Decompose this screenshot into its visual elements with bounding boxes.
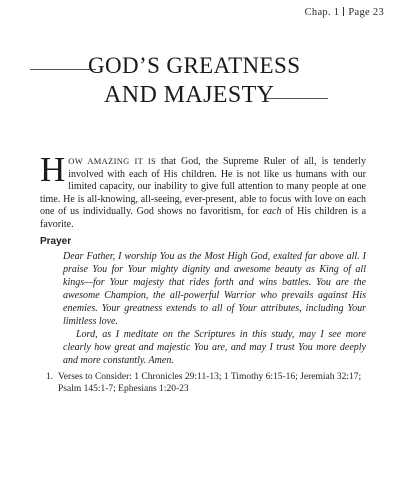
prayer-block: [63, 250, 366, 367]
verses-note: [46, 371, 366, 395]
note-text: Verses to Consider: 1 Chronicles 29:11-13; 1 Timothy 6:15-16; Jeremiah 32:17; Psalm 145:1-7; Ephesians 1:20-23: [58, 372, 362, 394]
title-rule-right: [266, 98, 328, 99]
intro-tail: of His children is a favorite.: [40, 206, 367, 230]
chapter-title-line1: GOD’S GREATNESS: [88, 53, 301, 78]
prayer-heading: Prayer: [40, 236, 72, 247]
prayer-paragraph-1: Dear Father, I worship You as the Most High God, exalted far above all. I praise You for Your mighty dignity and awesome beauty as King of all kings—for Your majesty that rides forth and wins battles. You are the awesome Champion, the all-powerful Warrior who prevails against His enemies. Your greatness extends to all of Your attributes, including Your limitless love.: [63, 251, 366, 327]
running-header: [305, 7, 384, 18]
drop-cap: H: [40, 150, 66, 189]
intro-body: that God, the Supreme Ruler of all, is tenderly involved with each of His children. He is not like us humans with our limited capacity, our inability to give full attention to many people at one time. He is all-knowing, all-seeing, ever-present, able to focus with love on each one of us individually. God shows no favoritism, for: [40, 156, 366, 218]
chapter-label: Chap. 1: [304, 7, 340, 18]
title-rule-left: [30, 69, 96, 70]
intro-paragraph: [40, 150, 367, 232]
page-number: Page 23: [348, 7, 384, 18]
intro-lead-caps: OW AMAZING IT IS: [68, 156, 157, 166]
note-number: 1.: [46, 372, 54, 382]
intro-emphasis: each: [262, 206, 282, 218]
chapter-title-line2: AND MAJESTY: [104, 82, 275, 108]
prayer-paragraph-2: Lord, as I meditate on the Scriptures in this study, may I see more clearly how great and majestic You are, and may I trust You more deeply and more constantly. Amen.: [63, 329, 366, 366]
header-separator: [343, 7, 344, 16]
